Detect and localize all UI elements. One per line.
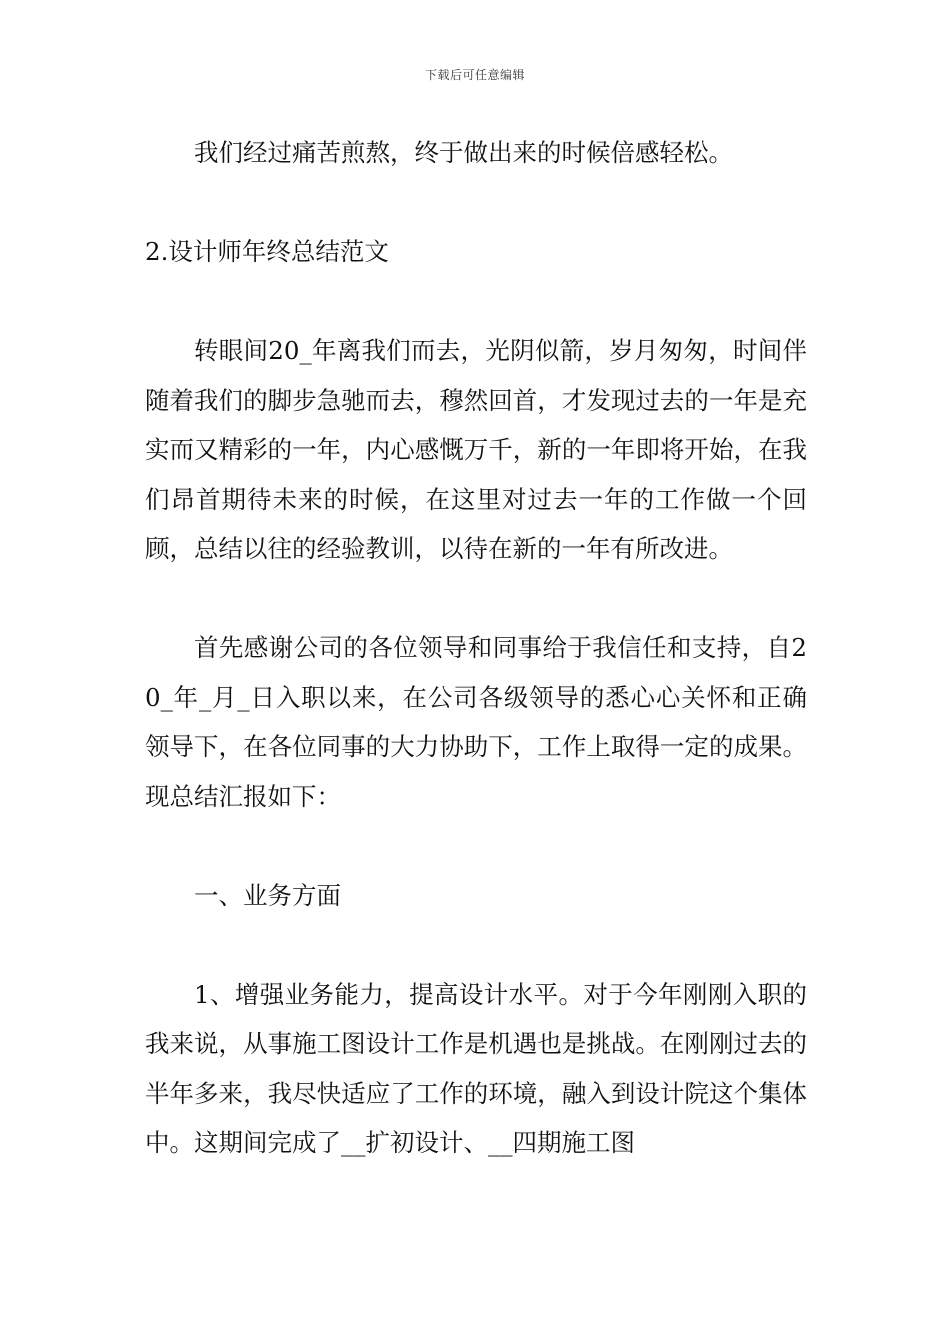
- carryover-line: 我们经过痛苦煎熬，终于做出来的时候倍感轻松。: [194, 138, 733, 167]
- document-body: [145, 128, 807, 1217]
- paragraph-business-1: 1、增强业务能力，提高设计水平。对于今年刚刚入职的我来说，从事施工图设计工作是机遇也是挑战。在刚刚过去的半年多来，我尽快适应了工作的环境，融入到设计院这个集体中。这期间完成了__扩初设计、__四期施工图: [145, 979, 807, 1157]
- header-note: 下载后可任意编辑: [424, 68, 525, 82]
- subheading-business: 一、业务方面: [194, 880, 341, 910]
- paragraph-thanks: 首先感谢公司的各位领导和同事给于我信任和支持，自20_年_月_日入职以来，在公司各级领导的悉心心关怀和正确领导下，在各位同事的大力协助下，工作上取得一定的成果。现总结汇报如下：: [145, 633, 807, 811]
- paragraph-intro: 转眼间20_年离我们而去，光阴似箭，岁月匆匆，时间伴随着我们的脚步急驰而去，穆然回首，才发现过去的一年是充实而又精彩的一年，内心感慨万千，新的一年即将开始，在我们昂首期待未来的时候，在这里对过去一年的工作做一个回顾，总结以往的经验教训，以待在新的一年有所改进。: [145, 336, 807, 563]
- section-title: 2.设计师年终总结范文: [145, 237, 389, 266]
